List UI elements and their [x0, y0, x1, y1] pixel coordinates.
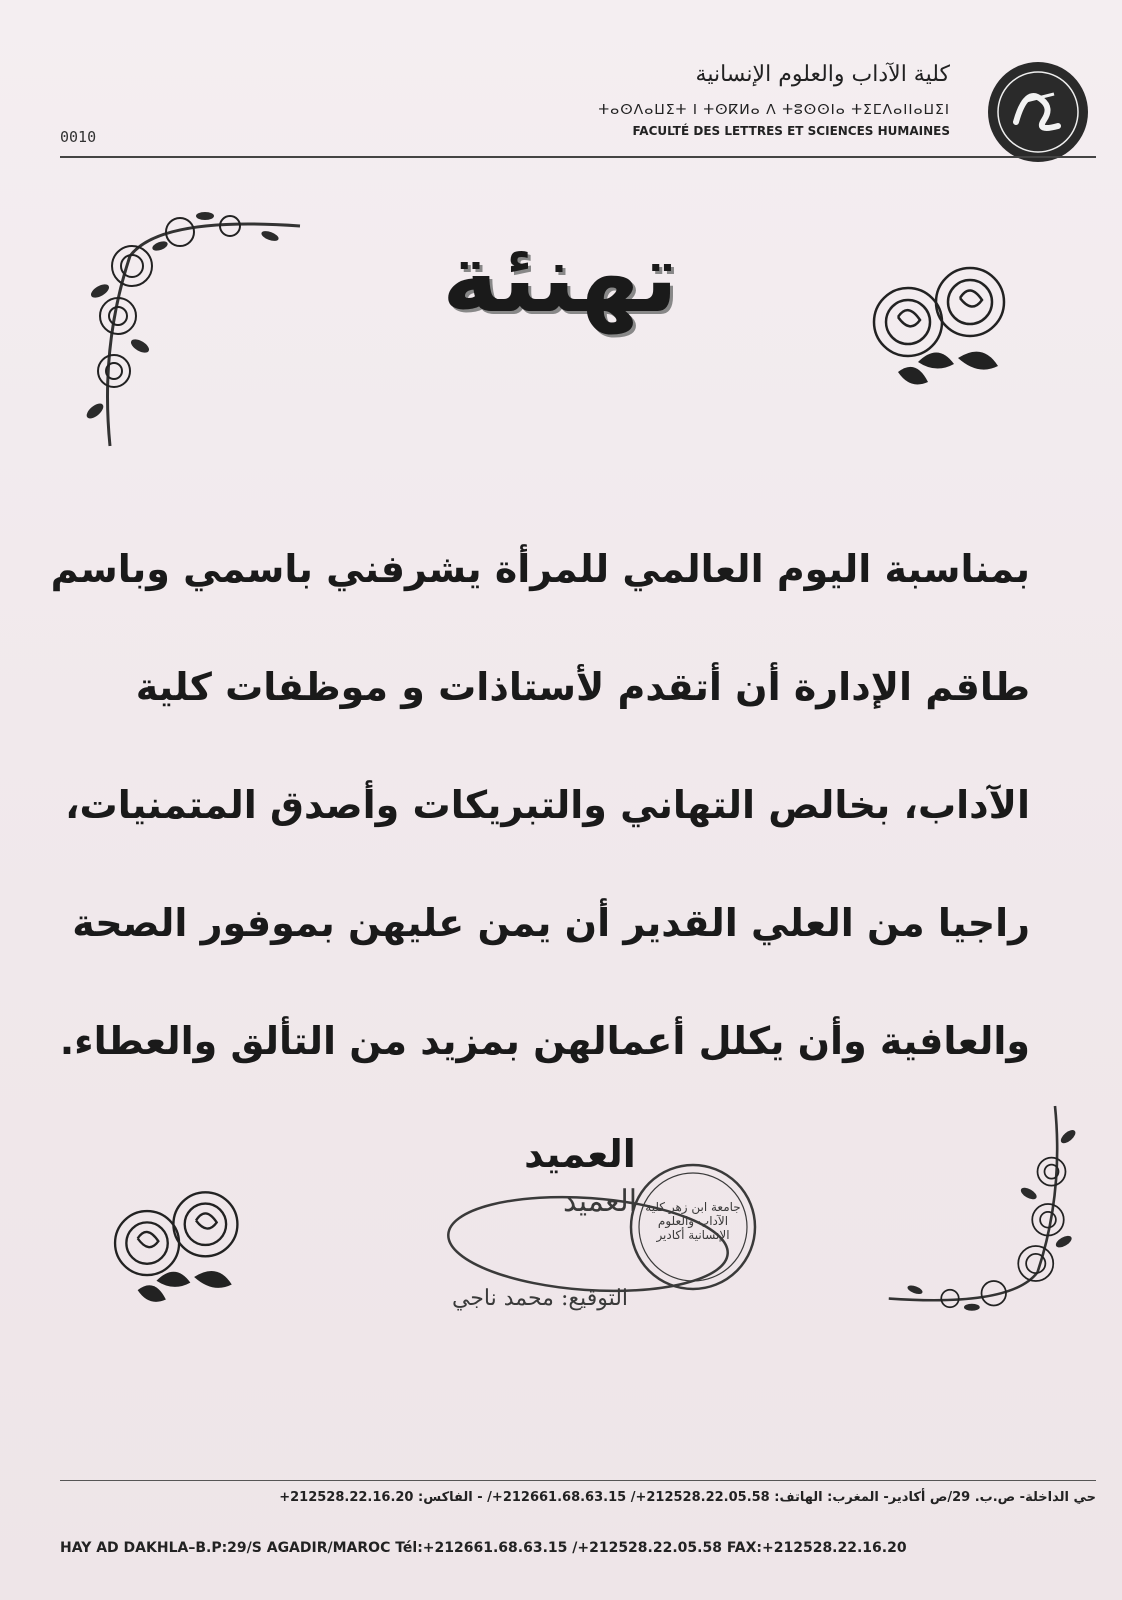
stamp-university-text: جامعة ابن زهر كلية الآداب والعلوم الإنسانية أكادير [645, 1200, 741, 1242]
header-divider [60, 156, 1096, 158]
university-logo-icon [982, 56, 1094, 168]
floral-vine-icon [70, 196, 310, 456]
roses-icon [100, 1180, 260, 1325]
signature-name: التوقيع: محمد ناجي [451, 1286, 629, 1311]
signer-title: العميد [524, 1132, 636, 1176]
footer-address-french: HAY AD DAKHLA–B.P:29/S AGADIR/MAROC Tél:+212661.68.63.15 /+212528.22.05.58 FAX:+212528.22.16.20 [60, 1540, 907, 1556]
document-number: 0010 [60, 128, 97, 146]
body-line: راجيا من العلي القدير أن يمن عليهن بموفور الصحة [72, 901, 1030, 945]
body-line: بمناسبة اليوم العالمي للمرأة يشرفني باسمي وباسم [50, 547, 1030, 591]
faculty-name-french: FACULTÉ DES LETTRES ET SCIENCES HUMAINES [632, 124, 950, 138]
letter-body [50, 510, 1030, 1100]
body-line: الآداب، بخالص التهاني والتبريكات وأصدق المتمنيات، [65, 783, 1030, 827]
body-line: والعافية وأن يكلل أعمالهن بمزيد من التألق والعطاء. [59, 1019, 1030, 1063]
body-line: طاقم الإدارة أن أتقدم لأستاذات و موظفات كلية [135, 665, 1030, 709]
page-title: تهنئة [441, 222, 678, 334]
faculty-name-tifinagh: ⵜⴰⵙⴷⴰⵡⵉⵜ ⵏ ⵜⵙⴽⵍⴰ ⴷ ⵜⵓⵙⵙⵏⴰ ⵜⵉⵎⴷⴰⵏⵏⴰⵡⵉⵏ [598, 102, 950, 118]
footer-divider [60, 1480, 1096, 1481]
footer-address-arabic: حي الداخلة- ص.ب. 29/ص أكادير- المغرب: الهاتف: 212528.22.05.58+/ 212661.68.63.15+/ - الفاكس: 212528.22.16.20+ [279, 1490, 1096, 1505]
stamp-dean-text: العميد [562, 1184, 638, 1219]
faculty-name-arabic: كلية الآداب والعلوم الإنسانية [695, 62, 950, 87]
floral-vine-icon [880, 1086, 1090, 1336]
roses-icon [858, 262, 1028, 402]
